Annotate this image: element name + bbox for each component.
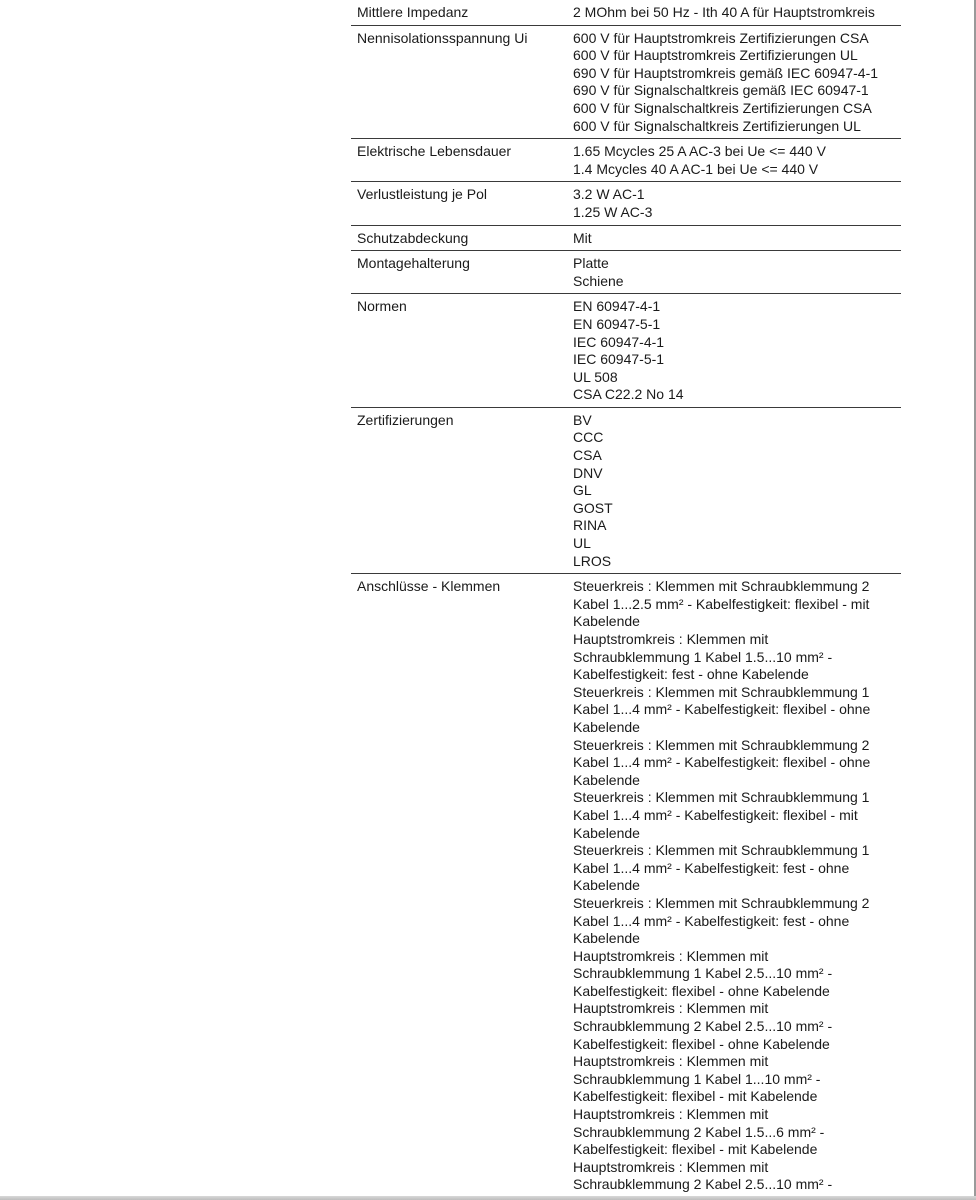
spec-value-line: Steuerkreis : Klemmen mit Schraubklemmung 1 <box>573 842 870 859</box>
spec-value-line: Kabelfestigkeit: flexibel - ohne Kabelende <box>573 1035 830 1052</box>
spec-label: Schutzabdeckung <box>351 225 573 251</box>
spec-value <box>573 25 901 139</box>
spec-value <box>573 182 901 225</box>
spec-label: Verlustleistung je Pol <box>351 182 573 225</box>
spec-label: Zertifizierungen <box>351 407 573 573</box>
spec-value-line: Platte <box>573 255 609 272</box>
spec-label: Anschlüsse - Klemmen <box>357 578 501 595</box>
spec-value-line: GOST <box>573 499 613 516</box>
spec-value-line: EN 60947-5-1 <box>573 315 661 332</box>
spec-value <box>573 139 901 182</box>
spec-value-line: 690 V für Signalschaltkreis gemäß IEC 60947-1 <box>573 82 869 99</box>
spec-row <box>351 251 901 294</box>
spec-value-line: Hauptstromkreis : Klemmen mit <box>573 1053 769 1070</box>
spec-value-line: Schraubklemmung 2 Kabel 2.5...10 mm² - <box>573 1018 833 1035</box>
spec-value-line: Hauptstromkreis : Klemmen mit <box>573 1000 769 1017</box>
spec-value-line: CSA <box>573 447 602 464</box>
spec-value-line: IEC 60947-4-1 <box>573 333 665 350</box>
spec-label: Elektrische Lebensdauer <box>351 139 573 182</box>
spec-value-line: RINA <box>573 517 607 534</box>
spec-value <box>573 574 901 1197</box>
spec-value-line: Hauptstromkreis : Klemmen mit <box>573 631 769 647</box>
spec-value-line: Kabelfestigkeit: flexibel - ohne Kabelende <box>573 982 830 999</box>
page-edge-bottom <box>0 1196 976 1200</box>
spec-label: Mittlere Impedanz <box>351 0 573 25</box>
spec-row <box>351 139 901 182</box>
spec-value-line: CCC <box>573 429 604 446</box>
spec-value-line: Schraubklemmung 2 Kabel 1.5...6 mm² - <box>573 1123 825 1140</box>
spec-row <box>351 182 901 225</box>
spec-label: Montagehalterung <box>351 251 573 294</box>
spec-value-line: Kabel 1...2.5 mm² - Kabelfestigkeit: flexibel - mit <box>573 595 870 612</box>
spec-value-line: Kabel 1...4 mm² - Kabelfestigkeit: fest - ohne <box>573 859 850 876</box>
spec-value-line: Hauptstromkreis : Klemmen mit <box>573 1106 769 1123</box>
spec-value-line: Kabelende <box>573 824 640 841</box>
spec-value-line: Schraubklemmung 1 Kabel 2.5...10 mm² - <box>573 965 833 982</box>
spec-value <box>573 0 901 25</box>
spec-value-line: Steuerkreis : Klemmen mit Schraubklemmung 2 <box>573 894 870 911</box>
spec-value-line: Kabelende <box>573 613 640 630</box>
spec-table <box>351 0 901 1197</box>
spec-value-line: Kabelfestigkeit: flexibel - mit Kabelende <box>573 1141 818 1158</box>
spec-value-line: Mit <box>573 229 592 246</box>
spec-row <box>351 294 901 408</box>
spec-value-line: Kabelende <box>573 930 640 947</box>
spec-row <box>351 574 901 1197</box>
spec-value-line: Steuerkreis : Klemmen mit Schraubklemmung 1 <box>573 789 870 806</box>
spec-value-line: Kabelfestigkeit: fest - ohne Kabelende <box>573 666 809 683</box>
spec-value-line: Hauptstromkreis : Klemmen mit <box>573 947 769 964</box>
spec-value-line: 1.25 W AC-3 <box>573 203 653 220</box>
spec-value-line: Steuerkreis : Klemmen mit Schraubklemmung 2 <box>573 578 870 595</box>
spec-value <box>573 251 901 294</box>
spec-value-line: Steuerkreis : Klemmen mit Schraubklemmung 2 <box>573 736 870 753</box>
spec-value-line: 600 V für Hauptstromkreis Zertifizierungen CSA <box>573 29 869 46</box>
spec-label: Normen <box>351 294 573 408</box>
spec-value-line: Kabelende <box>573 718 640 735</box>
spec-value-line: Kabel 1...4 mm² - Kabelfestigkeit: flexibel - ohne <box>573 754 871 771</box>
spec-value <box>573 407 901 573</box>
spec-value-line: Kabelfestigkeit: flexibel - mit Kabelende <box>573 1088 818 1105</box>
spec-value-line: Schraubklemmung 1 Kabel 1.5...10 mm² - <box>573 648 833 665</box>
spec-row <box>351 25 901 139</box>
spec-value-line: 690 V für Hauptstromkreis gemäß IEC 60947-4-1 <box>573 64 879 81</box>
spec-value-line: Schraubklemmung 2 Kabel 2.5...10 mm² - <box>573 1176 833 1193</box>
spec-value-line: CSA C22.2 No 14 <box>573 386 684 403</box>
spec-row <box>351 0 901 25</box>
spec-value-line: 2 MOhm bei 50 Hz - Ith 40 A für Hauptstromkreis <box>573 4 875 20</box>
spec-value-line: UL 508 <box>573 368 618 385</box>
spec-value-line: Kabel 1...4 mm² - Kabelfestigkeit: flexibel - mit <box>573 806 858 823</box>
spec-value-line: 600 V für Hauptstromkreis Zertifizierungen UL <box>573 47 858 64</box>
spec-value-line: Kabelende <box>573 877 640 894</box>
spec-value-line: DNV <box>573 464 603 481</box>
spec-value-line: EN 60947-4-1 <box>573 298 661 315</box>
spec-value-line: 600 V für Signalschaltkreis Zertifizierungen CSA <box>573 99 872 116</box>
spec-label: Nennisolationsspannung Ui <box>351 25 573 139</box>
spec-row <box>351 407 901 573</box>
spec-value-line: 1.65 Mcycles 25 A AC-3 bei Ue <= 440 V <box>573 143 826 160</box>
spec-value-line: Steuerkreis : Klemmen mit Schraubklemmung 1 <box>573 683 870 700</box>
spec-table-body <box>351 0 901 1197</box>
spec-value-line: LROS <box>573 552 612 569</box>
spec-row <box>351 225 901 251</box>
spec-value <box>573 225 901 251</box>
spec-value-line: UL <box>573 535 591 552</box>
spec-value-line: 3.2 W AC-1 <box>573 186 645 203</box>
spec-value-line: Kabel 1...4 mm² - Kabelfestigkeit: flexibel - ohne <box>573 701 871 718</box>
spec-value-line: Kabel 1...4 mm² - Kabelfestigkeit: fest - ohne <box>573 912 850 929</box>
spec-value-line: 1.4 Mcycles 40 A AC-1 bei Ue <= 440 V <box>573 160 819 177</box>
spec-value-line: GL <box>573 482 592 499</box>
spec-value-line: Hauptstromkreis : Klemmen mit <box>573 1158 769 1175</box>
spec-value-line: Schraubklemmung 1 Kabel 1...10 mm² - <box>573 1070 821 1087</box>
spec-value-line: Kabelende <box>573 771 640 788</box>
spec-value-line: 600 V für Signalschaltkreis Zertifizierungen UL <box>573 117 861 134</box>
spec-value-line: BV <box>573 411 592 428</box>
spec-value <box>573 294 901 408</box>
spec-value-line: Schiene <box>573 272 624 289</box>
spec-value-line: IEC 60947-5-1 <box>573 351 665 368</box>
